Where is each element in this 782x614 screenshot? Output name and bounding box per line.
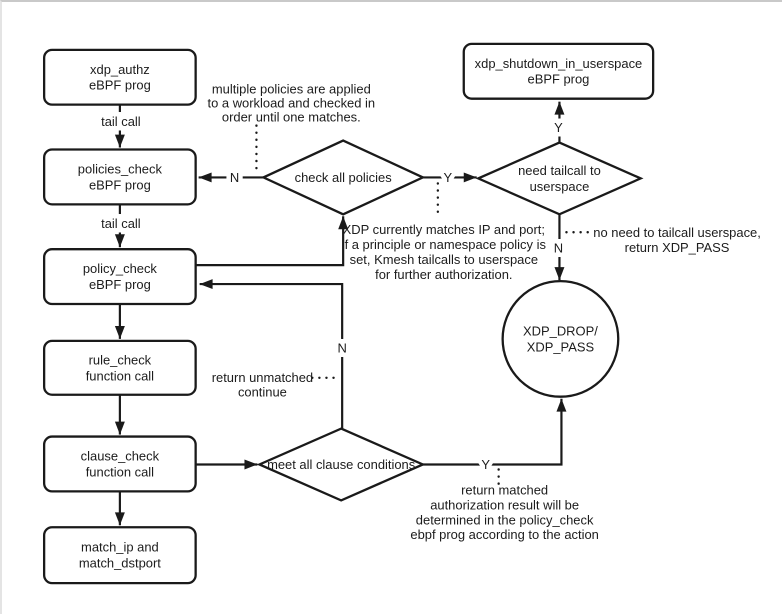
node-label: match_ip and [81, 539, 159, 555]
node-label: eBPF prog [527, 71, 590, 87]
edge-label-need-tailcall-y-to-xdp-shutdown: Y [554, 120, 563, 136]
edge-need-tailcall-y-to-xdp-shutdown [554, 102, 564, 143]
node-rule-check [44, 341, 196, 395]
node-label: policy_check [82, 261, 157, 277]
annotation-line: return unmatched [211, 369, 314, 385]
node-meet-all-clause-conditions [259, 429, 422, 501]
node-xdp-drop-pass [503, 281, 619, 397]
node-label: meet all clause conditions [267, 456, 416, 472]
node-policies-check [44, 150, 196, 205]
edge-need-tailcall-n-to-xdp-drop-pass [554, 214, 565, 280]
arrowhead-icon [554, 102, 564, 115]
edge-label-meet-clause-y-to-xdp-drop-pass: Y [481, 456, 491, 472]
annotation-return-unmatched [212, 370, 313, 400]
node-policy-check [44, 249, 196, 304]
annotation-xdp-currently [342, 222, 546, 282]
edge-line [196, 216, 344, 265]
edge-rule-check-to-clause-check [115, 395, 125, 435]
node-label: function call [85, 464, 155, 480]
node-label: policies_check [77, 161, 162, 177]
edge-policies-check-to-policy-check [101, 204, 141, 247]
edge-meet-clause-y-to-xdp-drop-pass [423, 399, 567, 472]
edge-policy-check-to-rule-check [115, 304, 125, 339]
annotation-line: multiple policies are applied [211, 81, 371, 97]
arrowhead-icon [200, 279, 213, 289]
arrowhead-icon [199, 172, 212, 182]
edge-meet-clause-n-to-policy-check [200, 279, 347, 429]
edge-label-check-all-policies-y-to-need-tailcall: Y [443, 169, 453, 185]
arrowhead-icon [464, 172, 477, 182]
node-label: userspace [529, 178, 590, 194]
annotation-line: order until one matches. [221, 109, 361, 125]
arrowhead-icon [115, 422, 125, 435]
edge-label-xdp-authz-to-policies-check: tail call [101, 114, 141, 130]
arrowhead-icon [554, 267, 564, 280]
annotation-line: if a principle or namespace policy is [341, 237, 546, 253]
annotation-line: authorization result will be [430, 497, 580, 513]
edge-check-all-policies-y-to-need-tailcall [423, 170, 477, 185]
node-check-all-policies [263, 141, 422, 215]
node-label: function call [85, 368, 155, 384]
annotation-line: for further authorization. [375, 267, 513, 283]
annotation-return-matched [410, 482, 598, 542]
node-need-tailcall-to-userspace [478, 143, 640, 215]
node-label: XDP_DROP/ [523, 323, 598, 339]
node-clause-check [44, 437, 196, 492]
annotation-multiple-policies [208, 82, 376, 125]
edge-xdp-authz-to-policies-check [101, 105, 141, 148]
edge-label-policies-check-to-policy-check: tail call [101, 215, 141, 231]
node-label: eBPF prog [88, 177, 151, 193]
arrowhead-icon [115, 326, 125, 339]
node-match-ip-dstport [44, 527, 196, 583]
flowchart-canvas [2, 2, 780, 612]
annotation-line: return XDP_PASS [624, 240, 730, 256]
edge-label-meet-clause-n-to-policy-check: N [337, 340, 347, 356]
annotation-line: determined in the policy_check [415, 512, 594, 528]
arrowhead-icon [244, 460, 257, 470]
arrowhead-icon [115, 512, 125, 525]
annotation-no-need-tailcall [593, 225, 761, 255]
edge-check-all-policies-n-to-policies-check [199, 170, 264, 185]
annotation-line: to a workload and checked in [207, 95, 376, 111]
edge-label-check-all-policies-n-to-policies-check: N [229, 169, 240, 185]
node-label: check all policies [294, 169, 392, 185]
node-xdp-authz [44, 50, 196, 105]
edge-clause-check-to-match-ip-dstport [115, 491, 125, 525]
annotation-line: XDP currently matches IP and port; [342, 222, 545, 238]
node-label: xdp_authz [90, 61, 150, 77]
node-label: eBPF prog [88, 77, 151, 93]
node-label: rule_check [88, 352, 152, 368]
arrowhead-icon [115, 135, 125, 148]
node-label: eBPF prog [88, 277, 151, 293]
annotation-line: set, Kmesh tailcalls to userspace [349, 252, 539, 268]
node-label: need tailcall to [518, 162, 601, 178]
node-label: match_dstport [78, 555, 161, 571]
arrowhead-icon [115, 234, 125, 247]
node-xdp-shutdown-in-userspace [464, 44, 653, 99]
edge-line [423, 399, 562, 465]
annotation-line: continue [237, 384, 287, 400]
edge-line [200, 284, 343, 429]
node-label: xdp_shutdown_in_userspace [474, 55, 643, 71]
annotation-line: no need to tailcall userspace, [593, 225, 761, 241]
edge-policy-check-to-check-all-policies [196, 216, 349, 265]
annotation-line: ebpf prog according to the action [410, 527, 599, 543]
node-label: clause_check [80, 448, 160, 464]
arrowhead-icon [556, 399, 566, 412]
annotation-line: return matched [461, 482, 549, 498]
edge-label-need-tailcall-n-to-xdp-drop-pass: N [553, 240, 564, 256]
node-label: XDP_PASS [526, 339, 595, 355]
edge-clause-check-to-meet-clause [196, 460, 258, 470]
